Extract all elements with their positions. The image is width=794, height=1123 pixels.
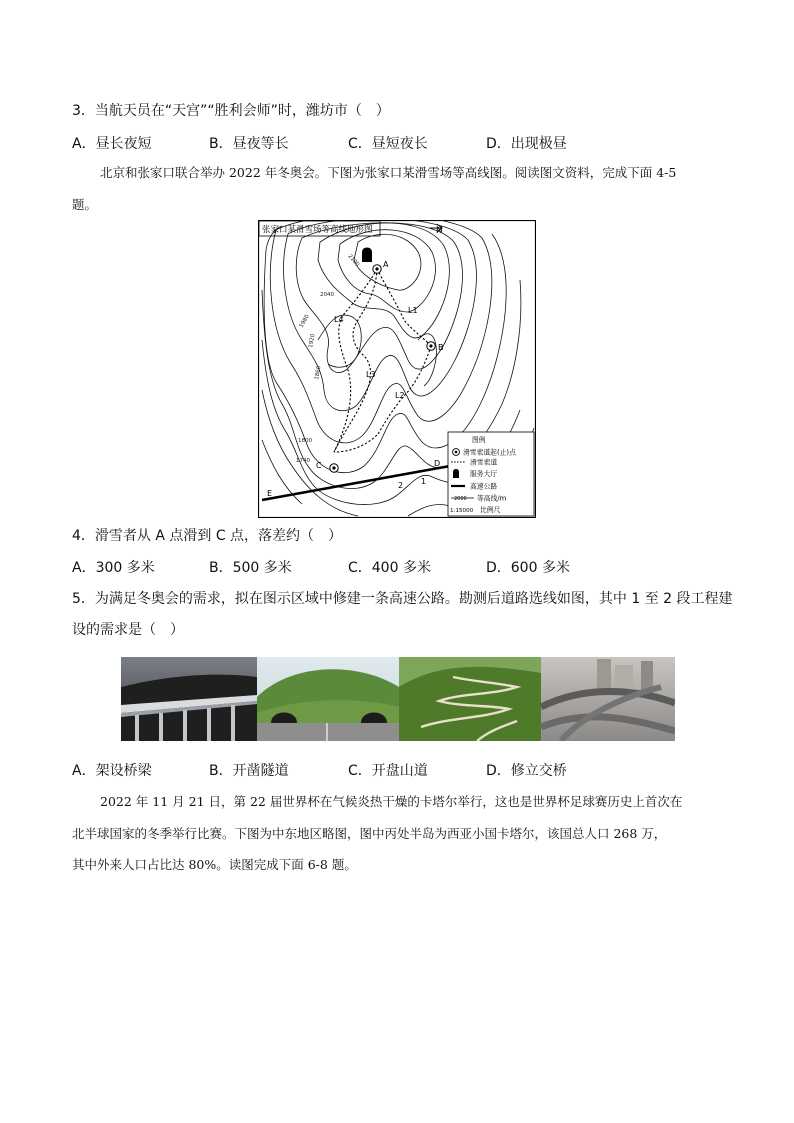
photo-tunnel-image bbox=[257, 657, 399, 741]
q3-option-b: B．昼夜等长 bbox=[209, 136, 289, 152]
road-mark-1: 1 bbox=[421, 477, 427, 486]
legend-service-hall-icon bbox=[453, 469, 459, 478]
photo-bridge-image bbox=[121, 657, 257, 741]
north-label: N bbox=[436, 226, 443, 236]
point-d-label: D bbox=[434, 459, 441, 468]
q4-option-c: C．400 多米 bbox=[348, 560, 431, 576]
contour-label: 1740 bbox=[296, 458, 310, 464]
segment-l3-label: L3 bbox=[366, 370, 376, 379]
q5-option-a: A．架设桥梁 bbox=[72, 763, 152, 779]
segment-l4-label: L4 bbox=[334, 315, 344, 324]
legend-title: 图例 bbox=[472, 436, 486, 444]
q3-stem: 3．当航天员在“天宫”“胜利会师”时，潍坊市（ ） bbox=[72, 103, 390, 119]
segment-l1-label: L1 bbox=[408, 306, 418, 315]
legend-scale-value: 1:15000 bbox=[450, 508, 474, 514]
q4-option-b: B．500 多米 bbox=[209, 560, 292, 576]
q3-option-d: D．出现极昼 bbox=[486, 136, 567, 152]
q5-option-b: B．开凿隧道 bbox=[209, 763, 289, 779]
legend-scale: 比例尺 bbox=[480, 506, 501, 514]
legend-highway: 高速公路 bbox=[470, 482, 498, 491]
contour-label: 2100 bbox=[346, 253, 361, 269]
q4-option-d: D．600 多米 bbox=[486, 560, 570, 576]
point-c-label: C bbox=[316, 461, 322, 470]
intro-4-5-line2: 题。 bbox=[72, 197, 98, 212]
segment-l2-label: L2 bbox=[395, 391, 405, 400]
legend-service-hall: 服务大厅 bbox=[470, 470, 498, 478]
photo-interchange-image bbox=[541, 657, 675, 741]
intro-6-8-line3: 其中外来人口占比达 80%。读图完成下面 6-8 题。 bbox=[72, 857, 357, 872]
intro-4-5-line1: 北京和张家口联合举办 2022 年冬奥会。下图为张家口某滑雪场等高线图。阅读图文资料，完成下面 4-5 bbox=[100, 165, 677, 180]
intro-6-8-line2: 北半球国家的冬季举行比赛。下图为中东地区略图，图中丙处半岛为西亚小国卡塔尔，该国总人口 268 万， bbox=[72, 826, 667, 841]
q3-option-a: A．昼长夜短 bbox=[72, 136, 152, 152]
contour-map bbox=[258, 220, 536, 518]
q4-option-a: A．300 多米 bbox=[72, 560, 155, 576]
contour-label: 1920 bbox=[308, 333, 317, 349]
point-b-label: B bbox=[438, 343, 444, 352]
point-e-label: E bbox=[267, 489, 273, 498]
intro-6-8-line1: 2022 年 11 月 21 日，第 22 届世界杯在气候炎热干燥的卡塔尔举行，这也是世界杯足球赛历史上首次在 bbox=[100, 794, 683, 809]
q5-stem-line1: 5．为满足冬奥会的需求，拟在图示区域中修建一条高速公路。勘测后道路选线如图，其中 1 至 2 段工程建 bbox=[72, 591, 733, 607]
contour-label: 1800 bbox=[298, 438, 312, 444]
legend-trail: 滑雪索道 bbox=[470, 458, 498, 467]
q5-option-d: D．修立交桥 bbox=[486, 763, 567, 779]
contour-label: 1860 bbox=[314, 365, 323, 381]
road-mark-2: 2 bbox=[398, 481, 404, 490]
q5-stem-line2: 设的需求是（ ） bbox=[72, 622, 184, 638]
q3-option-c: C．昼短夜长 bbox=[348, 136, 428, 152]
contour-label: 2040 bbox=[320, 292, 334, 298]
legend-contour: 等高线/m bbox=[477, 494, 507, 503]
map-legend bbox=[448, 432, 534, 516]
q5-option-c: C．开盘山道 bbox=[348, 763, 428, 779]
map-title: 张家口某滑雪场等高线地形图 bbox=[262, 225, 373, 235]
photo-strip bbox=[121, 657, 675, 741]
photo-mountain-road-image bbox=[399, 657, 541, 741]
legend-contour-sample: 2000 bbox=[454, 496, 467, 502]
point-a-label: A bbox=[383, 260, 389, 269]
q4-stem: 4．滑雪者从 A 点滑到 C 点，落差约（ ） bbox=[72, 528, 343, 544]
contour-label: 1980 bbox=[298, 313, 311, 329]
service-hall-icon bbox=[362, 248, 372, 263]
legend-lift-point: 滑雪索道起(止)点 bbox=[463, 448, 516, 457]
